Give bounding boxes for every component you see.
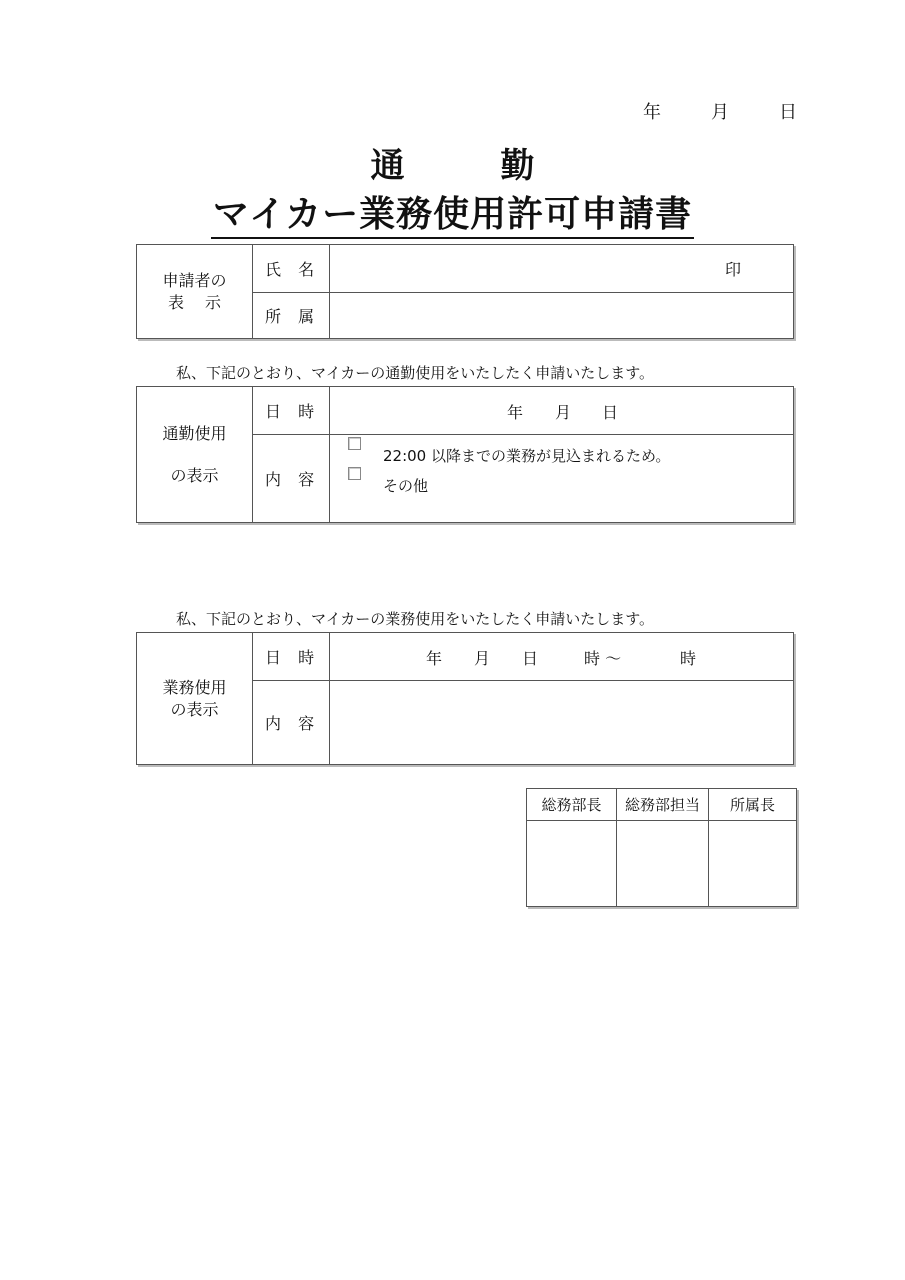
commute-date-year: 年 (507, 403, 524, 422)
title-char-2: 勤 (500, 146, 535, 186)
commute-option-2-label: その他 (383, 477, 429, 495)
checkbox-icon[interactable] (348, 467, 361, 480)
title-line2 (0, 186, 905, 237)
business-table (136, 632, 794, 765)
commute-option-2[interactable] (330, 471, 793, 501)
business-time-from: 時 ～ (584, 649, 622, 668)
commute-option-1[interactable] (330, 441, 793, 471)
commute-content-field (330, 435, 794, 523)
business-label-line2: の表示 (170, 699, 219, 719)
dept-label: 所 属 (253, 293, 330, 339)
business-content-label: 内 容 (253, 681, 330, 765)
commute-label-line2: の表示 (170, 465, 219, 485)
applicant-label (137, 245, 253, 339)
approval-stamp-3[interactable] (709, 821, 797, 907)
approval-stamp-2[interactable] (617, 821, 709, 907)
business-date-day: 日 (522, 649, 539, 668)
commute-option-1-label: 22:00 以降までの業務が見込まれるため。 (383, 447, 671, 465)
business-date-year: 年 (426, 649, 443, 668)
commute-date-day: 日 (602, 403, 619, 422)
approval-header-2: 総務部担当 (617, 789, 709, 821)
approval-stamp-1[interactable] (527, 821, 617, 907)
commute-content-label: 内 容 (253, 435, 330, 523)
checkbox-icon[interactable] (348, 437, 361, 450)
business-datetime-label: 日 時 (253, 633, 330, 681)
commute-table (136, 386, 794, 523)
business-label-line1: 業務使用 (162, 677, 227, 697)
applicant-label-line2: 表 示 (167, 292, 222, 312)
applicant-table (136, 244, 794, 339)
seal-mark: 印 (724, 260, 741, 279)
title-line1 (0, 138, 905, 187)
date-month: 月 (711, 102, 729, 123)
business-time-to: 時 (680, 649, 697, 668)
approval-header-1: 総務部長 (527, 789, 617, 821)
title-char-1: 通 (370, 146, 405, 186)
commute-label-line1: 通勤使用 (162, 423, 227, 443)
business-date-month: 月 (474, 649, 491, 668)
commute-date-month: 月 (555, 403, 572, 422)
dept-field[interactable] (330, 293, 794, 339)
name-label: 氏 名 (253, 245, 330, 293)
approval-header-3: 所属長 (709, 789, 797, 821)
commute-date-field[interactable] (330, 387, 794, 435)
page-title: マイカー業務使用許可申請書 (211, 194, 694, 239)
date-header (643, 98, 797, 124)
date-year: 年 (643, 102, 661, 123)
applicant-label-line1: 申請者の (162, 270, 227, 290)
commute-datetime-label: 日 時 (253, 387, 330, 435)
commute-label (137, 387, 253, 523)
name-field[interactable] (330, 245, 794, 293)
date-day: 日 (779, 102, 797, 123)
approval-table (526, 788, 797, 907)
commute-intro: 私、下記のとおり、マイカーの通勤使用をいたしたく申請いたします。 (176, 364, 655, 382)
business-label (137, 633, 253, 765)
business-date-field[interactable] (330, 633, 794, 681)
business-intro: 私、下記のとおり、マイカーの業務使用をいたしたく申請いたします。 (176, 610, 655, 628)
business-content-field[interactable] (330, 681, 794, 765)
